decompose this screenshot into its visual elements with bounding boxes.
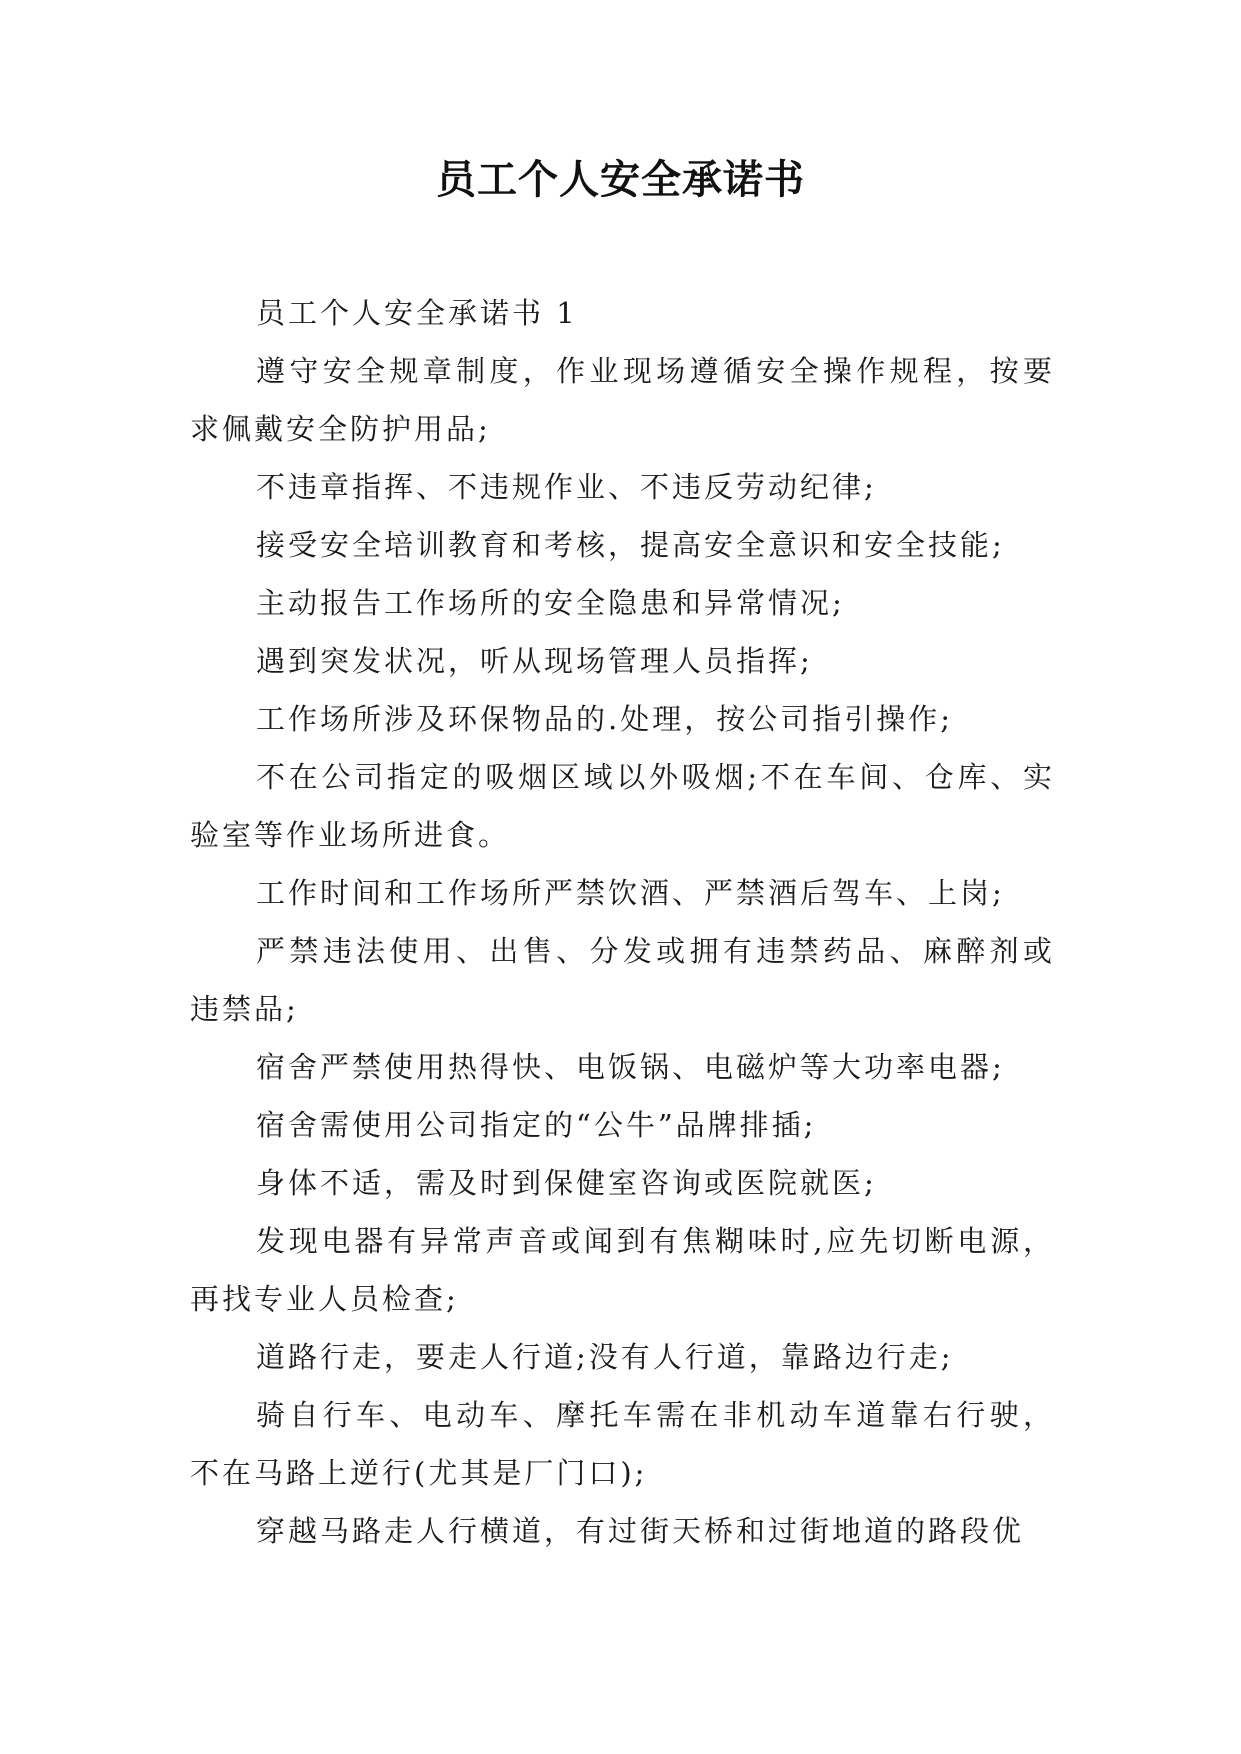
paragraph: 遵守安全规章制度，作业现场遵循安全操作规程，按要求佩戴安全防护用品; xyxy=(190,354,1055,446)
paragraph: 不在公司指定的吸烟区域以外吸烟;不在车间、仓库、实验室等作业场所进食。 xyxy=(190,760,1055,852)
paragraph: 主动报告工作场所的安全隐患和异常情况; xyxy=(256,586,845,620)
document-body xyxy=(190,284,1055,1560)
paragraph: 宿舍严禁使用热得快、电饭锅、电磁炉等大功率电器; xyxy=(256,1050,1005,1084)
paragraph: 穿越马路走人行横道，有过街天桥和过街地道的路段优 xyxy=(256,1514,1025,1548)
document-title: 员工个人安全承诺书 xyxy=(436,157,805,203)
paragraph: 严禁违法使用、出售、分发或拥有违禁药品、麻醉剂或违禁品; xyxy=(190,934,1055,1026)
paragraph: 工作场所涉及环保物品的.处理，按公司指引操作; xyxy=(256,702,953,736)
paragraph: 不违章指挥、不违规作业、不违反劳动纪律; xyxy=(256,470,877,504)
paragraph: 接受安全培训教育和考核，提高安全意识和安全技能; xyxy=(256,528,1005,562)
paragraph: 道路行走，要走人行道;没有人行道，靠路边行走; xyxy=(256,1340,954,1374)
paragraph: 宿舍需使用公司指定的“公牛”品牌排插; xyxy=(256,1108,817,1142)
paragraph: 遇到突发状况，听从现场管理人员指挥; xyxy=(256,644,813,678)
paragraph-subtitle: 员工个人安全承诺书 1 xyxy=(256,296,578,330)
paragraph: 发现电器有异常声音或闻到有焦糊味时,应先切断电源，再找专业人员检查; xyxy=(190,1224,1055,1316)
paragraph: 骑自行车、电动车、摩托车需在非机动车道靠右行驶，不在马路上逆行(尤其是厂门口); xyxy=(190,1398,1055,1490)
paragraph: 工作时间和工作场所严禁饮酒、严禁酒后驾车、上岗; xyxy=(256,876,1005,910)
paragraph: 身体不适，需及时到保健室咨询或医院就医; xyxy=(256,1166,877,1200)
